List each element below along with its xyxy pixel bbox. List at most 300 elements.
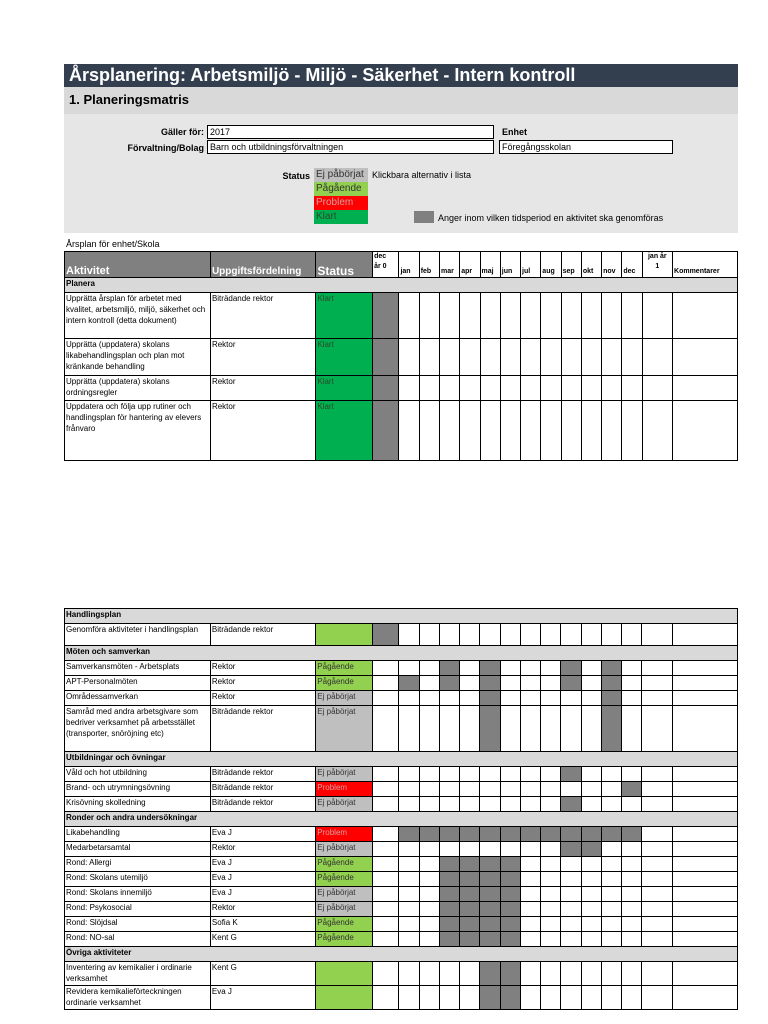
status-cell[interactable]: Ej påbörjat [316,842,373,857]
timeline-cell[interactable] [439,624,459,646]
timeline-cell[interactable] [399,842,419,857]
timeline-cell[interactable] [622,401,642,461]
timeline-cell[interactable] [622,767,642,782]
timeline-cell[interactable] [460,676,480,691]
timeline-cell[interactable] [622,986,642,1010]
timeline-cell[interactable] [581,339,601,376]
timeline-cell[interactable] [373,767,399,782]
timeline-cell[interactable] [439,902,459,917]
timeline-cell[interactable] [520,932,540,947]
timeline-cell[interactable] [561,661,581,676]
timeline-cell[interactable] [373,797,399,812]
timeline-cell[interactable] [541,401,561,461]
timeline-cell[interactable] [622,932,642,947]
timeline-cell[interactable] [581,706,601,752]
status-cell[interactable]: Problem [316,782,373,797]
timeline-cell[interactable] [460,932,480,947]
comment-cell[interactable] [672,887,737,902]
timeline-cell[interactable] [399,624,419,646]
enhet-field[interactable]: Föregångsskolan [499,140,673,154]
status-option-pagaende[interactable]: Pågående [314,182,368,196]
timeline-cell[interactable] [399,706,419,752]
timeline-cell[interactable] [622,827,642,842]
timeline-cell[interactable] [500,797,520,812]
timeline-cell[interactable] [373,857,399,872]
timeline-cell[interactable] [622,917,642,932]
comment-cell[interactable] [672,706,737,752]
comment-cell[interactable] [672,902,737,917]
timeline-cell[interactable] [581,872,601,887]
timeline-cell[interactable] [439,293,459,339]
timeline-cell[interactable] [601,706,621,752]
timeline-cell[interactable] [480,842,500,857]
timeline-cell[interactable] [561,782,581,797]
timeline-cell[interactable] [439,401,459,461]
timeline-cell[interactable] [642,339,672,376]
status-cell[interactable]: Ej påbörjat [316,767,373,782]
timeline-cell[interactable] [622,376,642,401]
timeline-cell[interactable] [373,376,399,401]
timeline-cell[interactable] [419,887,439,902]
timeline-cell[interactable] [373,676,399,691]
timeline-cell[interactable] [373,691,399,706]
timeline-cell[interactable] [541,767,561,782]
timeline-cell[interactable] [439,842,459,857]
status-cell[interactable] [316,624,373,646]
timeline-cell[interactable] [500,706,520,752]
timeline-cell[interactable] [561,917,581,932]
timeline-cell[interactable] [541,887,561,902]
timeline-cell[interactable] [622,782,642,797]
timeline-cell[interactable] [373,887,399,902]
timeline-cell[interactable] [419,872,439,887]
timeline-cell[interactable] [373,706,399,752]
timeline-cell[interactable] [622,857,642,872]
timeline-cell[interactable] [419,293,439,339]
timeline-cell[interactable] [373,782,399,797]
timeline-cell[interactable] [460,293,480,339]
timeline-cell[interactable] [419,857,439,872]
timeline-cell[interactable] [399,986,419,1010]
status-cell[interactable]: Problem [316,827,373,842]
status-cell[interactable]: Ej påbörjat [316,797,373,812]
timeline-cell[interactable] [541,706,561,752]
timeline-cell[interactable] [601,661,621,676]
timeline-cell[interactable] [399,887,419,902]
timeline-cell[interactable] [520,797,540,812]
timeline-cell[interactable] [622,962,642,986]
timeline-cell[interactable] [480,691,500,706]
timeline-cell[interactable] [480,932,500,947]
timeline-cell[interactable] [439,827,459,842]
status-cell[interactable]: Pågående [316,932,373,947]
timeline-cell[interactable] [439,917,459,932]
timeline-cell[interactable] [399,376,419,401]
timeline-cell[interactable] [439,691,459,706]
timeline-cell[interactable] [601,872,621,887]
timeline-cell[interactable] [480,376,500,401]
timeline-cell[interactable] [601,767,621,782]
timeline-cell[interactable] [500,827,520,842]
timeline-cell[interactable] [460,661,480,676]
status-cell[interactable]: Pågående [316,872,373,887]
timeline-cell[interactable] [561,706,581,752]
timeline-cell[interactable] [480,962,500,986]
timeline-cell[interactable] [601,986,621,1010]
timeline-cell[interactable] [520,767,540,782]
timeline-cell[interactable] [460,842,480,857]
timeline-cell[interactable] [642,842,672,857]
timeline-cell[interactable] [500,887,520,902]
timeline-cell[interactable] [419,932,439,947]
timeline-cell[interactable] [399,661,419,676]
timeline-cell[interactable] [520,902,540,917]
timeline-cell[interactable] [480,293,500,339]
timeline-cell[interactable] [520,661,540,676]
timeline-cell[interactable] [500,401,520,461]
timeline-cell[interactable] [581,691,601,706]
timeline-cell[interactable] [419,917,439,932]
timeline-cell[interactable] [622,661,642,676]
status-cell[interactable]: Klart [316,401,373,461]
status-cell[interactable]: Pågående [316,857,373,872]
timeline-cell[interactable] [561,376,581,401]
timeline-cell[interactable] [460,782,480,797]
timeline-cell[interactable] [601,797,621,812]
timeline-cell[interactable] [399,767,419,782]
timeline-cell[interactable] [500,902,520,917]
comment-cell[interactable] [672,624,737,646]
status-cell[interactable]: Ej påbörjat [316,887,373,902]
timeline-cell[interactable] [541,293,561,339]
timeline-cell[interactable] [642,782,672,797]
status-cell[interactable]: Klart [316,293,373,339]
timeline-cell[interactable] [602,339,622,376]
timeline-cell[interactable] [622,887,642,902]
timeline-cell[interactable] [460,339,480,376]
timeline-cell[interactable] [541,624,561,646]
timeline-cell[interactable] [521,401,541,461]
comment-cell[interactable] [672,857,737,872]
timeline-cell[interactable] [373,339,399,376]
timeline-cell[interactable] [500,767,520,782]
timeline-cell[interactable] [581,401,601,461]
timeline-cell[interactable] [399,676,419,691]
timeline-cell[interactable] [520,624,540,646]
timeline-cell[interactable] [541,917,561,932]
timeline-cell[interactable] [561,401,581,461]
timeline-cell[interactable] [419,376,439,401]
comment-cell[interactable] [673,293,738,339]
timeline-cell[interactable] [419,827,439,842]
timeline-cell[interactable] [601,902,621,917]
timeline-cell[interactable] [399,857,419,872]
timeline-cell[interactable] [602,376,622,401]
timeline-cell[interactable] [541,339,561,376]
timeline-cell[interactable] [373,827,399,842]
timeline-cell[interactable] [439,782,459,797]
timeline-cell[interactable] [520,827,540,842]
timeline-cell[interactable] [439,932,459,947]
timeline-cell[interactable] [541,902,561,917]
timeline-cell[interactable] [642,661,672,676]
timeline-cell[interactable] [500,661,520,676]
timeline-cell[interactable] [581,857,601,872]
timeline-cell[interactable] [373,902,399,917]
timeline-cell[interactable] [480,887,500,902]
timeline-cell[interactable] [460,857,480,872]
timeline-cell[interactable] [480,986,500,1010]
timeline-cell[interactable] [601,887,621,902]
timeline-cell[interactable] [601,624,621,646]
comment-cell[interactable] [672,986,737,1010]
status-cell[interactable]: Ej påbörjat [316,706,373,752]
timeline-cell[interactable] [373,661,399,676]
timeline-cell[interactable] [642,827,672,842]
status-cell[interactable] [316,962,373,986]
timeline-cell[interactable] [480,917,500,932]
timeline-cell[interactable] [642,887,672,902]
timeline-cell[interactable] [581,376,601,401]
timeline-cell[interactable] [460,706,480,752]
timeline-cell[interactable] [439,872,459,887]
timeline-cell[interactable] [439,857,459,872]
timeline-cell[interactable] [521,376,541,401]
timeline-cell[interactable] [642,986,672,1010]
timeline-cell[interactable] [399,797,419,812]
timeline-cell[interactable] [520,842,540,857]
timeline-cell[interactable] [642,691,672,706]
status-cell[interactable]: Pågående [316,676,373,691]
comment-cell[interactable] [672,932,737,947]
timeline-cell[interactable] [460,887,480,902]
timeline-cell[interactable] [541,661,561,676]
timeline-cell[interactable] [622,842,642,857]
timeline-cell[interactable] [622,797,642,812]
timeline-cell[interactable] [581,842,601,857]
comment-cell[interactable] [672,917,737,932]
timeline-cell[interactable] [439,661,459,676]
timeline-cell[interactable] [622,339,642,376]
timeline-cell[interactable] [541,376,561,401]
timeline-cell[interactable] [601,917,621,932]
timeline-cell[interactable] [581,624,601,646]
status-cell[interactable]: Ej påbörjat [316,691,373,706]
timeline-cell[interactable] [642,624,672,646]
timeline-cell[interactable] [581,782,601,797]
comment-cell[interactable] [672,782,737,797]
timeline-cell[interactable] [581,887,601,902]
timeline-cell[interactable] [399,932,419,947]
timeline-cell[interactable] [642,676,672,691]
timeline-cell[interactable] [561,962,581,986]
timeline-cell[interactable] [561,932,581,947]
timeline-cell[interactable] [520,857,540,872]
timeline-cell[interactable] [642,857,672,872]
timeline-cell[interactable] [581,661,601,676]
timeline-cell[interactable] [642,917,672,932]
timeline-cell[interactable] [601,962,621,986]
timeline-cell[interactable] [460,962,480,986]
comment-cell[interactable] [672,962,737,986]
timeline-cell[interactable] [399,339,419,376]
timeline-cell[interactable] [642,706,672,752]
timeline-cell[interactable] [373,293,399,339]
timeline-cell[interactable] [480,782,500,797]
timeline-cell[interactable] [419,797,439,812]
timeline-cell[interactable] [399,902,419,917]
timeline-cell[interactable] [460,902,480,917]
timeline-cell[interactable] [500,872,520,887]
timeline-cell[interactable] [581,986,601,1010]
timeline-cell[interactable] [373,917,399,932]
timeline-cell[interactable] [480,797,500,812]
timeline-cell[interactable] [561,339,581,376]
timeline-cell[interactable] [622,691,642,706]
timeline-cell[interactable] [419,962,439,986]
timeline-cell[interactable] [642,767,672,782]
status-option-ej-paborjat[interactable]: Ej påbörjat [314,168,368,182]
timeline-cell[interactable] [373,624,399,646]
status-cell[interactable]: Ej påbörjat [316,902,373,917]
timeline-cell[interactable] [480,767,500,782]
timeline-cell[interactable] [373,872,399,887]
timeline-cell[interactable] [460,624,480,646]
timeline-cell[interactable] [480,827,500,842]
timeline-cell[interactable] [581,797,601,812]
timeline-cell[interactable] [581,917,601,932]
timeline-cell[interactable] [399,917,419,932]
timeline-cell[interactable] [520,887,540,902]
timeline-cell[interactable] [419,691,439,706]
timeline-cell[interactable] [399,293,419,339]
comment-cell[interactable] [673,401,738,461]
timeline-cell[interactable] [419,902,439,917]
timeline-cell[interactable] [419,782,439,797]
timeline-cell[interactable] [601,932,621,947]
timeline-cell[interactable] [561,691,581,706]
timeline-cell[interactable] [460,767,480,782]
timeline-cell[interactable] [373,986,399,1010]
timeline-cell[interactable] [541,842,561,857]
timeline-cell[interactable] [480,661,500,676]
timeline-cell[interactable] [561,857,581,872]
timeline-cell[interactable] [399,782,419,797]
timeline-cell[interactable] [500,932,520,947]
status-cell[interactable]: Pågående [316,917,373,932]
timeline-cell[interactable] [622,293,642,339]
timeline-cell[interactable] [601,842,621,857]
status-cell[interactable] [316,986,373,1010]
timeline-cell[interactable] [561,797,581,812]
timeline-cell[interactable] [642,902,672,917]
timeline-cell[interactable] [581,827,601,842]
timeline-cell[interactable] [642,962,672,986]
timeline-cell[interactable] [642,293,672,339]
timeline-cell[interactable] [439,339,459,376]
timeline-cell[interactable] [480,902,500,917]
timeline-cell[interactable] [460,917,480,932]
timeline-cell[interactable] [581,902,601,917]
timeline-cell[interactable] [460,376,480,401]
timeline-cell[interactable] [480,706,500,752]
timeline-cell[interactable] [561,767,581,782]
timeline-cell[interactable] [561,887,581,902]
timeline-cell[interactable] [581,962,601,986]
timeline-cell[interactable] [439,376,459,401]
status-option-klart[interactable]: Klart [314,210,368,224]
timeline-cell[interactable] [642,797,672,812]
timeline-cell[interactable] [419,986,439,1010]
timeline-cell[interactable] [561,872,581,887]
timeline-cell[interactable] [439,887,459,902]
timeline-cell[interactable] [439,962,459,986]
timeline-cell[interactable] [500,293,520,339]
status-option-problem[interactable]: Problem [314,196,368,210]
timeline-cell[interactable] [520,872,540,887]
timeline-cell[interactable] [521,339,541,376]
timeline-cell[interactable] [419,624,439,646]
timeline-cell[interactable] [561,293,581,339]
timeline-cell[interactable] [500,842,520,857]
timeline-cell[interactable] [581,676,601,691]
timeline-cell[interactable] [622,676,642,691]
timeline-cell[interactable] [520,706,540,752]
timeline-cell[interactable] [642,932,672,947]
timeline-cell[interactable] [520,986,540,1010]
forvaltning-field[interactable]: Barn och utbildningsförvaltningen [207,140,494,154]
timeline-cell[interactable] [541,857,561,872]
timeline-cell[interactable] [399,691,419,706]
timeline-cell[interactable] [541,797,561,812]
comment-cell[interactable] [673,376,738,401]
timeline-cell[interactable] [601,827,621,842]
timeline-cell[interactable] [561,986,581,1010]
timeline-cell[interactable] [541,782,561,797]
comment-cell[interactable] [672,661,737,676]
timeline-cell[interactable] [520,691,540,706]
status-cell[interactable]: Pågående [316,661,373,676]
timeline-cell[interactable] [399,872,419,887]
timeline-cell[interactable] [439,676,459,691]
timeline-cell[interactable] [500,782,520,797]
comment-cell[interactable] [672,842,737,857]
timeline-cell[interactable] [602,293,622,339]
timeline-cell[interactable] [480,401,500,461]
timeline-cell[interactable] [642,872,672,887]
timeline-cell[interactable] [419,401,439,461]
timeline-cell[interactable] [480,676,500,691]
timeline-cell[interactable] [480,624,500,646]
timeline-cell[interactable] [561,827,581,842]
timeline-cell[interactable] [602,401,622,461]
timeline-cell[interactable] [622,902,642,917]
timeline-cell[interactable] [541,872,561,887]
timeline-cell[interactable] [561,676,581,691]
timeline-cell[interactable] [460,986,480,1010]
timeline-cell[interactable] [561,842,581,857]
timeline-cell[interactable] [642,401,672,461]
timeline-cell[interactable] [373,932,399,947]
timeline-cell[interactable] [419,842,439,857]
timeline-cell[interactable] [520,676,540,691]
timeline-cell[interactable] [541,932,561,947]
timeline-cell[interactable] [520,917,540,932]
comment-cell[interactable] [672,691,737,706]
timeline-cell[interactable] [500,624,520,646]
status-cell[interactable]: Klart [316,339,373,376]
comment-cell[interactable] [673,339,738,376]
